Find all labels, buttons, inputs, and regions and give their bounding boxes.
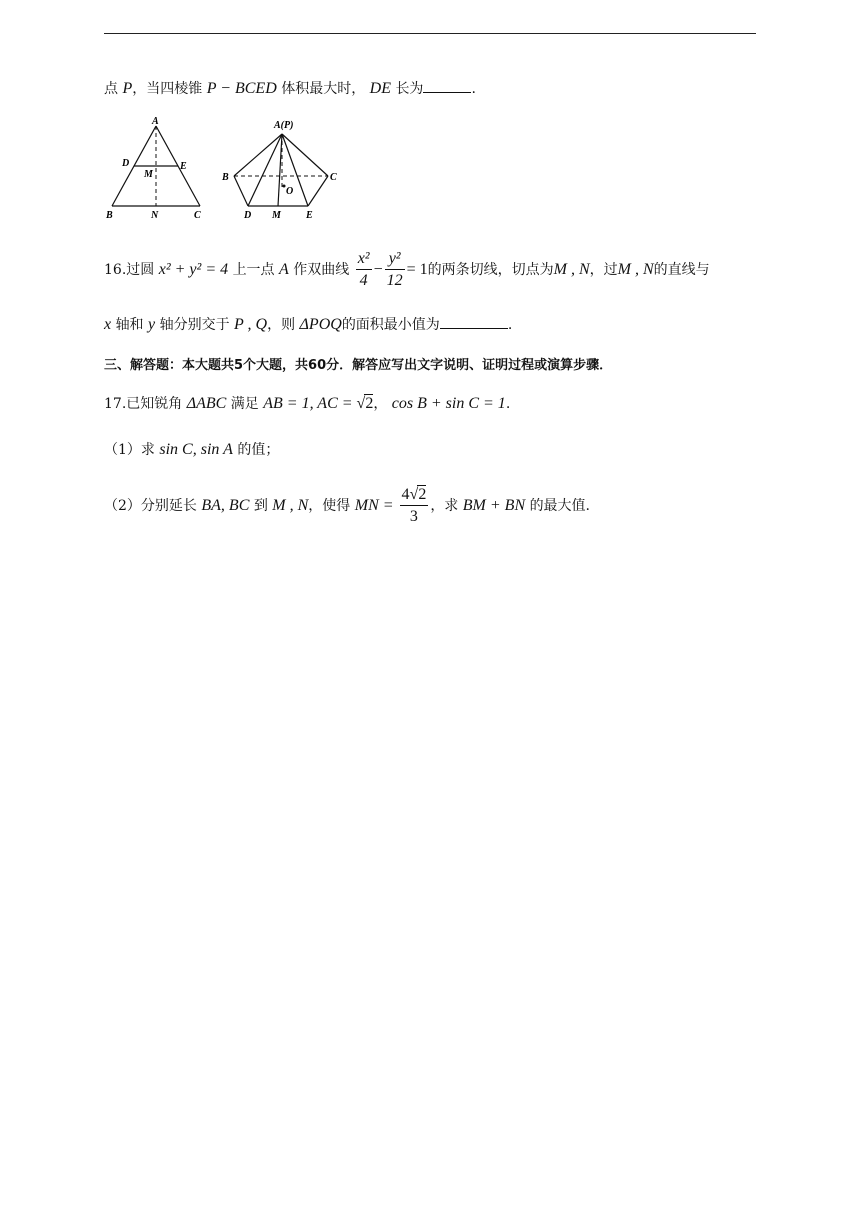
- figure-triangle: [104, 114, 212, 224]
- edge-PD: [248, 134, 282, 206]
- text: ，: [373, 396, 388, 412]
- math-PQ: P , Q: [234, 316, 268, 333]
- label-D: D: [244, 210, 252, 221]
- text: 上一点: [232, 262, 275, 278]
- text: 到: [253, 498, 268, 514]
- math-MN: M , N: [553, 261, 590, 278]
- label-O: O: [286, 186, 294, 197]
- text: 过圆: [126, 262, 155, 278]
- label-B: B: [106, 210, 113, 221]
- label-A: A: [152, 116, 159, 127]
- edge-BD: [234, 176, 248, 206]
- text: 的直线与: [653, 262, 710, 278]
- math-pyramid: P − BCED: [206, 80, 277, 97]
- edge-EC: [308, 176, 328, 206]
- sqrt-symbol: √: [356, 395, 366, 412]
- q15-continuation: [104, 79, 476, 99]
- text: 的值；: [237, 442, 280, 458]
- text: 长为: [395, 81, 424, 97]
- answer-blank: [440, 316, 508, 329]
- edge-PM: [278, 134, 282, 206]
- math-MN: M , N: [272, 497, 309, 514]
- math-sinC-sinA: sin C, sin A: [159, 441, 233, 458]
- label-C: C: [330, 172, 337, 183]
- text: ，求: [430, 498, 459, 514]
- text: （2）分别延长: [104, 498, 197, 514]
- text: .: [471, 81, 476, 97]
- math-MN: M , N: [617, 261, 654, 278]
- label-M: M: [144, 169, 153, 180]
- text: 作双曲线: [293, 262, 350, 278]
- q17-part1: [104, 440, 279, 460]
- math-circle: x² + y² = 4: [158, 261, 229, 278]
- q17-stem: [104, 394, 510, 414]
- label-AP: A(P): [274, 120, 294, 131]
- math-eq1: = 1: [406, 261, 428, 278]
- fraction-x2-over-4: $\frac{\text{x²}}{4}$: [357, 249, 370, 289]
- text: 的最大值.: [529, 498, 591, 514]
- header-rule: [104, 33, 756, 34]
- question-number: 17.: [104, 396, 127, 412]
- text: .: [507, 317, 513, 333]
- math-DE: DE: [369, 80, 391, 97]
- math-P: P: [122, 80, 133, 97]
- text: ，过: [589, 262, 618, 278]
- math-A: A: [279, 261, 289, 278]
- q16-line1: [104, 248, 710, 292]
- label-E: E: [306, 210, 313, 221]
- fraction-4sqrt2-over-3: $\frac{4√2}{3}$: [401, 485, 427, 525]
- section-heading: 三、解答题：本大题共5个大题，共60分．解答应写出文字说明、证明过程或演算步骤．: [104, 358, 613, 373]
- math-BM-BN: BM + BN: [462, 497, 526, 514]
- text: ，当四棱锥: [132, 81, 203, 97]
- math-MN-eq: MN =: [354, 497, 398, 514]
- text: （1）求: [104, 442, 155, 458]
- text: 已知锐角: [126, 396, 183, 412]
- text: 轴分别交于: [159, 317, 230, 333]
- label-E: E: [180, 161, 187, 172]
- math-condition: AB = 1, AC =: [263, 395, 357, 412]
- math-minus: −: [373, 261, 383, 278]
- math-x: x: [104, 316, 112, 333]
- sqrt-radicand: 2: [365, 395, 374, 412]
- math-triangle-ABC: ΔABC: [186, 395, 227, 412]
- figure-pyramid: [218, 114, 348, 224]
- math-BA-BC: BA, BC: [201, 497, 250, 514]
- math-y: y: [148, 316, 156, 333]
- fraction-y2-over-12: $\frac{\text{y²}}{12}$: [386, 249, 403, 289]
- text: 的面积最小值为: [341, 317, 440, 333]
- text: 轴和: [115, 317, 144, 333]
- text: 满足: [230, 396, 259, 412]
- math-triangle-POQ: ΔPOQ: [299, 316, 342, 333]
- q16-line2: [104, 315, 512, 335]
- text: 点: [104, 81, 118, 97]
- text: 的两条切线，切点为: [427, 262, 554, 278]
- label-M: M: [272, 210, 281, 221]
- question-number: 16.: [104, 262, 127, 278]
- label-B: B: [222, 172, 229, 183]
- label-C: C: [194, 210, 201, 221]
- answer-blank: [423, 80, 471, 93]
- label-N: N: [151, 210, 159, 221]
- q17-part2: [104, 484, 590, 528]
- text: ，使得: [308, 498, 351, 514]
- label-D: D: [122, 158, 130, 169]
- text: .: [505, 396, 511, 412]
- math-condition2: cos B + sin C = 1: [391, 395, 506, 412]
- text: 体积最大时，: [281, 81, 366, 97]
- text: ，则: [267, 317, 296, 333]
- edge-PC: [282, 134, 328, 176]
- edge-PB: [234, 134, 282, 176]
